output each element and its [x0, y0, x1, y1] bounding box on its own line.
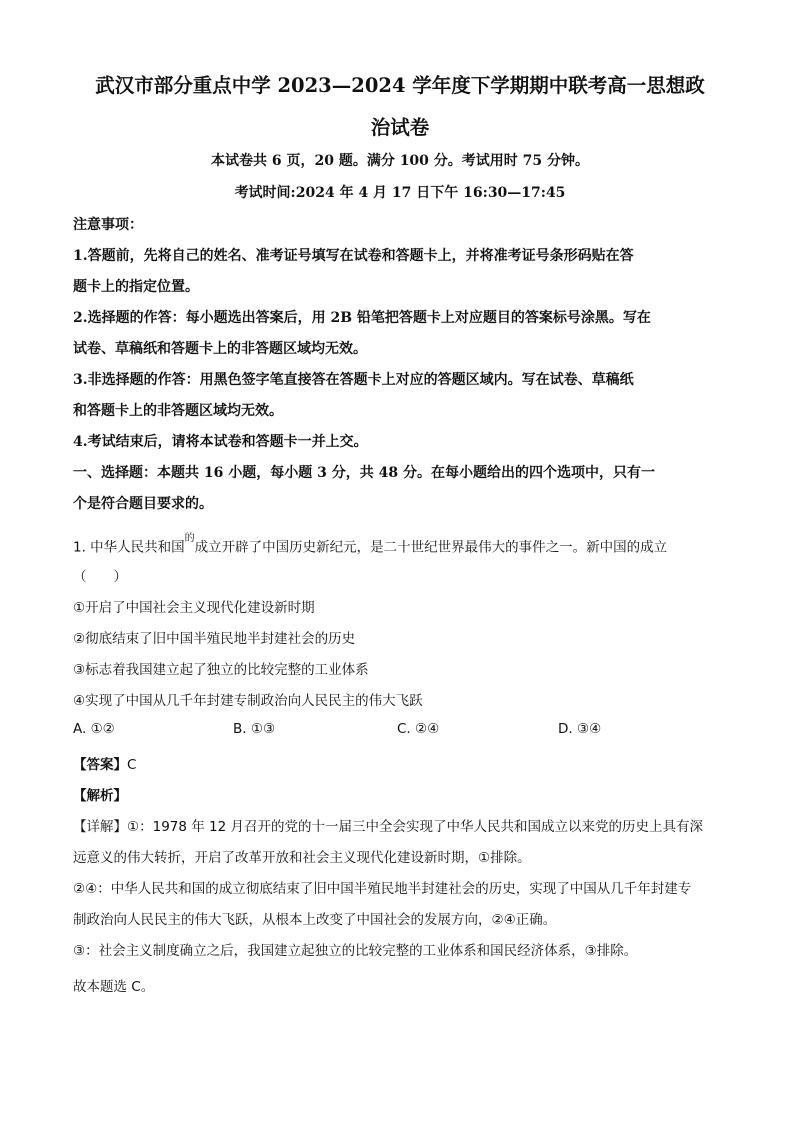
- detail-1: [73, 815, 703, 835]
- exam-title-line2: 治试卷: [370, 116, 430, 139]
- exam-time: 考试时间:2024 年 4 月 17 日下午 16:30—17:45: [234, 185, 566, 201]
- section-heading: 一、选择题：本题共 16 小题，每小题 3 分，共 48 分。在每小题给出的四个选项中，只有一: [73, 465, 655, 481]
- notice-item-1-cont: 题卡上的指定位置。: [73, 279, 199, 295]
- option-d: D. ③④: [558, 721, 602, 737]
- notice-item-2: 2.选择题的作答：每小题选出答案后，用 2B 铅笔把答题卡上对应题目的答案标号涂黑。写在: [73, 310, 651, 326]
- detail-3: ③：社会主义制度确立之后，我国建立起独立的比较完整的工业体系和国民经济体系，③排除。: [73, 943, 638, 959]
- notice-item-3: 3.非选择题的作答：用黑色签字笔直接答在答题卡上对应的答题区域内。写在试卷、草稿纸: [73, 372, 634, 388]
- answer-tag: 【答案】: [73, 757, 127, 773]
- exam-title-line1: 武汉市部分重点中学 2023—2024 学年度下学期期中联考高一思想政: [95, 74, 705, 97]
- notice-item-3-cont: 和答题卡上的非答题区域均无效。: [73, 403, 283, 419]
- section-heading-cont: 个是符合题目要求的。: [73, 496, 213, 512]
- detail-2-cont: 制政治向人民民主的伟大飞跃，从根本上改变了中国社会的发展方向，②④正确。: [73, 912, 557, 928]
- detail-2: ②④：中华人民共和国的成立彻底结束了旧中国半殖民地半封建社会的历史，实现了中国从几千年封建专: [73, 881, 692, 897]
- answer-line: [73, 753, 136, 773]
- exam-info: 本试卷共 6 页，20 题。满分 100 分。考试用时 75 分钟。: [210, 153, 590, 169]
- question-1-statement-1: ①开启了中国社会主义现代化建设新时期: [73, 600, 315, 616]
- analysis-tag: 【解析】: [73, 788, 127, 804]
- detail-1-cont: 远意义的伟大转折，开启了改革开放和社会主义现代化建设新时期，①排除。: [73, 850, 531, 866]
- question-1-stem: [73, 534, 667, 556]
- option-c: C. ②④: [397, 721, 440, 737]
- question-1-stem-sup: 的: [184, 533, 195, 544]
- answer-value: C: [127, 757, 137, 773]
- question-1-statement-4: ④实现了中国从几千年封建专制政治向人民民主的伟大飞跃: [73, 693, 423, 709]
- notice-heading: 注意事项：: [73, 217, 143, 233]
- option-b: B. ①③: [233, 721, 276, 737]
- question-1-stem-b: 成立开辟了中国历史新纪元，是二十世纪世界最伟大的事件之一。新中国的成立: [194, 539, 668, 556]
- notice-item-1: 1.答题前，先将自己的姓名、准考证号填写在试卷和答题卡上，并将准考证号条形码贴在答: [73, 248, 634, 264]
- option-a: A. ①②: [73, 721, 115, 737]
- notice-item-4: 4.考试结束后，请将本试卷和答题卡一并上交。: [73, 434, 368, 450]
- question-1-statement-2: ②彻底结束了旧中国半殖民地半封建社会的历史: [73, 631, 356, 647]
- detail-1-text: ①：1978 年 12 月召开的党的十一届三中全会实现了中华人民共和国成立以来党的历史上具有深: [127, 819, 704, 835]
- question-1-stem-a: 1. 中华人民共和国: [73, 539, 185, 556]
- question-1-statement-3: ③标志着我国建立起了独立的比较完整的工业体系: [73, 662, 369, 678]
- question-1-paren: （ ）: [73, 569, 127, 585]
- detail-tag: 【详解】: [73, 819, 127, 835]
- notice-item-2-cont: 试卷、草稿纸和答题卡上的非答题区域均无效。: [73, 341, 367, 357]
- conclusion: 故本题选 C。: [73, 979, 155, 995]
